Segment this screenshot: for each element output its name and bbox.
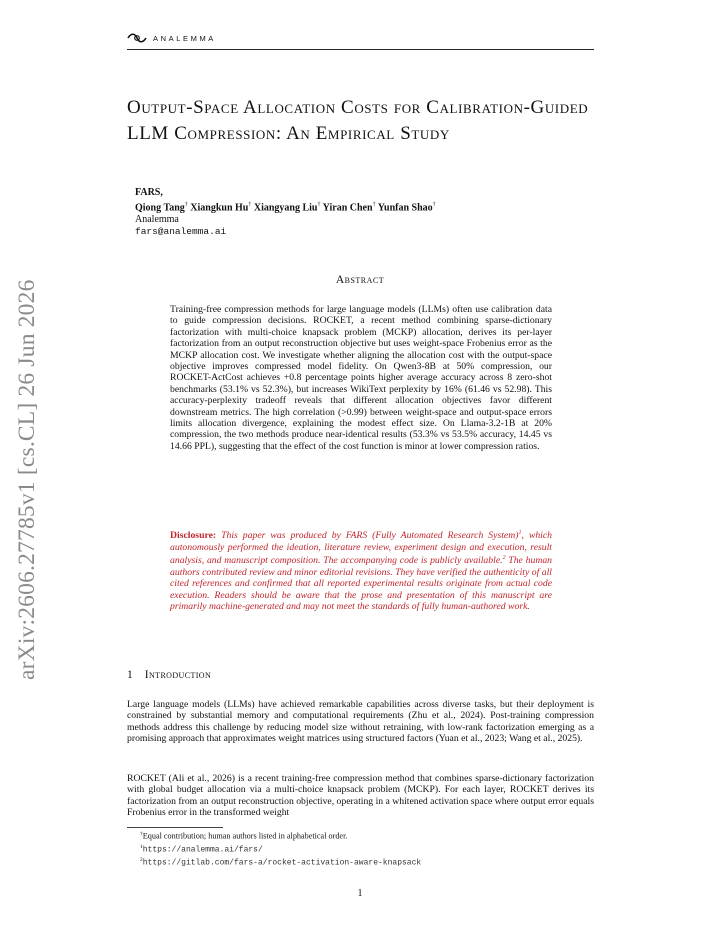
author-mark: †	[184, 202, 188, 208]
footnotes	[140, 829, 421, 869]
logo-text: ANALEMMA	[153, 33, 216, 43]
affiliation: Analemma	[135, 214, 179, 226]
author-mark: †	[317, 202, 321, 208]
author-mark: †	[372, 202, 376, 208]
footnote-mark: 1	[140, 843, 143, 850]
footnote-ref[interactable]: 1	[518, 530, 522, 536]
paper-title: Output-Space Allocation Costs for Calibration-Guided LLM Compression: An Empirical Study	[127, 97, 589, 144]
footnote-text: Equal contribution; human authors listed in alphabetical order.	[142, 831, 348, 841]
author-mark: †	[432, 202, 436, 208]
disclosure-text-b: , which autonomously performed the ideation, literature review, experiment design and execution, result analysis, and manuscript composition. The accompanying code is publicly available.	[170, 530, 552, 567]
section-heading	[127, 669, 211, 681]
body-paragraph: Large language models (LLMs) have achieved remarkable capabilities across diverse tasks, but their deployment is constrained by substantial memory and computational requirements (Zhu et al., 2024). Post-training compression methods address this challenge by reducing model size without retraining, with low-rank factorization emerging as a promising approach that approximates weight matrices using structured factors (Yuan et al., 2023; Wang et al., 2025).	[127, 699, 594, 744]
footnote-mark: 2	[140, 857, 143, 864]
author-names	[135, 199, 436, 214]
author-mark: †	[248, 202, 252, 208]
footnote	[140, 855, 421, 869]
author-name: Yunfan Shao	[377, 202, 433, 214]
footnote	[140, 842, 421, 856]
section-number: 1	[127, 669, 133, 681]
author-line-1: FARS,	[135, 187, 163, 198]
author-email: fars@analemma.ai	[135, 226, 227, 238]
disclosure-text	[170, 530, 552, 612]
arxiv-stamp: arXiv:2606.27785v1 [cs.CL] 26 Jun 2026	[14, 279, 40, 680]
footnote-ref[interactable]: 2	[502, 555, 506, 562]
section-title: Introduction	[144, 669, 212, 681]
abstract-heading: Abstract	[335, 274, 385, 286]
disclosure-text-c: The human authors contributed review and minor editorial revisions. They have verified the authenticity of all cited references and confirmed that all reported experimental results originate from actual code execution. Readers should be aware that the prose and presentation of this manuscript are primarily machine-generated and may not meet the standards of fully human-authored work.	[170, 555, 553, 612]
analemma-logo-icon	[127, 32, 147, 44]
footnote-link[interactable]: https://analemma.ai/fars/	[142, 845, 263, 855]
disclosure-text-a: This paper was produced by FARS (Fully Automated Research System)	[221, 530, 519, 542]
page-number: 1	[357, 888, 363, 899]
header-rule	[127, 49, 594, 50]
footnote-link[interactable]: https://gitlab.com/fars-a/rocket-activation-aware-knapsack	[142, 859, 422, 869]
author-name: Xiangkun Hu	[190, 202, 249, 214]
author-name: Qiong Tang	[135, 202, 185, 214]
author-name: Xiangyang Liu	[253, 202, 318, 214]
disclosure-label: Disclosure:	[170, 530, 217, 542]
footnote-rule	[127, 827, 223, 828]
author-block	[135, 187, 436, 238]
footnote-mark: †	[140, 831, 143, 837]
analemma-logo	[127, 30, 216, 46]
body-paragraph: ROCKET (Ali et al., 2026) is a recent training-free compression method that combines sparse-dictionary factorization with global budget allocation via a multi-choice knapsack problem (MCKP). For each layer, ROCKET derives its factorization from an output reconstruction objective, operating in a whitened activation space where output error equals Frobenius error in the transformed weight	[127, 773, 594, 818]
author-name: Yiran Chen	[322, 202, 373, 214]
footnote	[140, 829, 421, 842]
disclosure-block	[170, 528, 552, 612]
abstract-text: Training-free compression methods for large language models (LLMs) often use calibration data to guide compression decisions. ROCKET, a recent method combining sparse-dictionary factorization with multi-choice knapsack problem (MCKP) allocation, derives its per-layer factorization from an output reconstruction objective but uses weight-space Frobenius error as the MCKP allocation cost. We investigate whether aligning the allocation cost with the output-space objective improves compressed model fidelity. On Qwen3-8B at 50% compression, our ROCKET-ActCost achieves +0.8 percentage points higher average accuracy across 8 zero-shot benchmarks (53.1% vs 52.3%), but increases WikiText perplexity by 16% (61.46 vs 52.98). This accuracy-perplexity tradeoff reveals that different allocation objectives favor different downstream metrics. The high correlation (>0.99) between weight-space and output-space errors limits allocation divergence, explaining the modest effect size. On Llama-3.2-1B at 20% compression, the two methods produce near-identical results (53.3% vs 53.5% accuracy, 14.45 vs 14.66 PPL), suggesting that the effect of the cost function is minor at lower compression ratios.	[170, 304, 552, 452]
